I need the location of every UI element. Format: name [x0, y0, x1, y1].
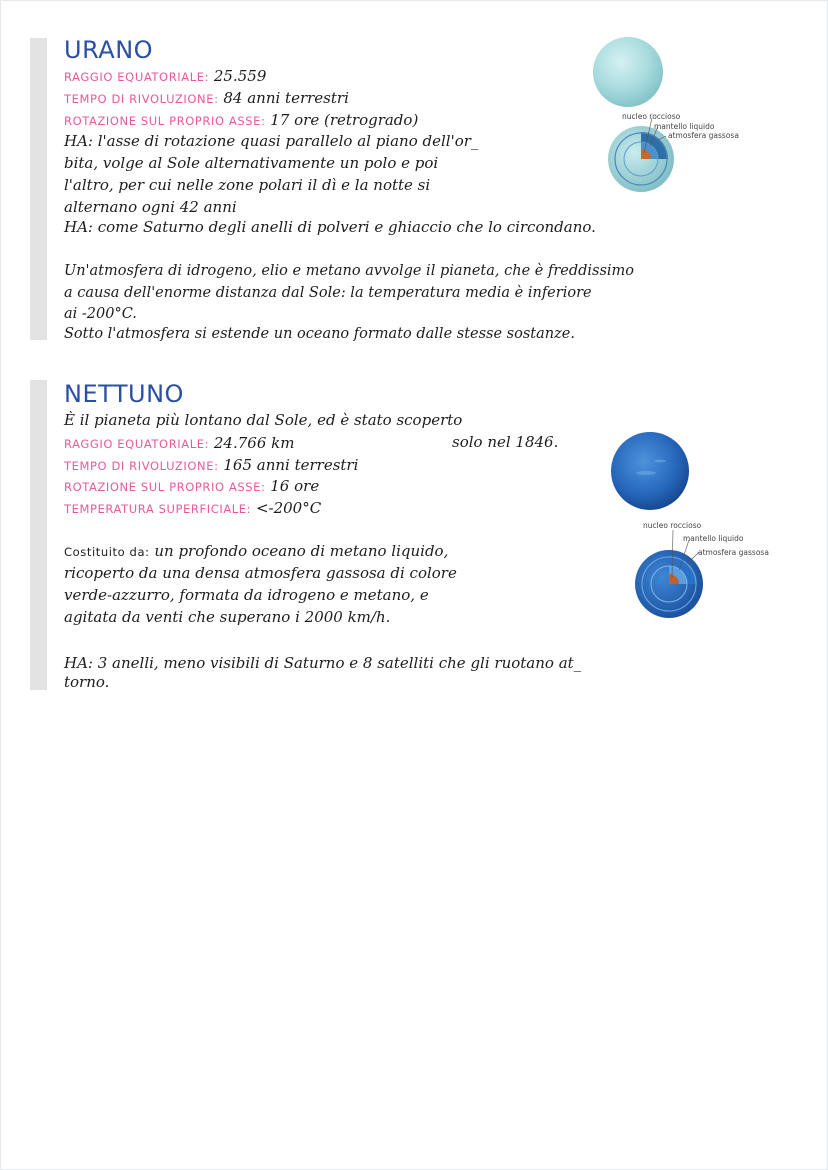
nettuno-temperatura-label: TEMPERATURA SUPERFICIALE:	[64, 502, 252, 516]
nettuno-section-bar	[30, 380, 47, 690]
urano-section-bar	[30, 38, 47, 340]
urano-para2-line2: a causa dell'enorme distanza dal Sole: la temperatura media è inferiore	[64, 285, 592, 301]
nettuno-rotazione-value: 16 ore	[270, 477, 320, 495]
urano-rivoluzione-label: TEMPO DI RIVOLUZIONE:	[64, 92, 219, 106]
nettuno-intro-line1: È il pianeta più lontano dal Sole, ed è stato scoperto	[64, 411, 463, 429]
urano-rivoluzione-value: 84 anni terrestri	[223, 89, 349, 107]
nettuno-temperatura	[64, 499, 321, 518]
nettuno-raggio-label: RAGGIO EQUATORIALE:	[64, 437, 210, 451]
urano-rotazione	[64, 111, 418, 130]
nettuno-costituito-line4: agitata da venti che superano i 2000 km/h.	[64, 608, 391, 626]
nettuno-raggio	[64, 434, 294, 453]
urano-para2-line1: Un'atmosfera di idrogeno, elio e metano avvolge il pianeta, che è freddissimo	[64, 263, 635, 279]
nettuno-rotazione	[64, 477, 319, 496]
nettuno-title: NETTUNO	[64, 380, 184, 408]
urano-para2-line4: Sotto l'atmosfera si estende un oceano formato dalle stesse sostanze.	[64, 326, 575, 342]
urano-para2-line3: ai -200°C.	[64, 306, 137, 322]
nettuno-raggio-value: 24.766 km	[213, 434, 295, 452]
nettuno-rivoluzione-value: 165 anni terrestri	[223, 456, 359, 474]
nettuno-costituito-text: un profondo oceano di metano liquido,	[154, 542, 449, 560]
uranus-label-mantle: mantello liquido	[654, 122, 715, 131]
neptune-planet-image	[610, 431, 690, 511]
uranus-cutaway-diagram	[606, 124, 676, 194]
urano-rotazione-label: ROTAZIONE SUL PROPRIO ASSE:	[64, 114, 266, 128]
nettuno-rotazione-label: ROTAZIONE SUL PROPRIO ASSE:	[64, 480, 266, 494]
nettuno-rivoluzione-label: TEMPO DI RIVOLUZIONE:	[64, 459, 219, 473]
uranus-label-atmo: atmosfera gassosa	[668, 131, 739, 140]
urano-para1-line1: HA: l'asse di rotazione quasi parallelo al piano dell'or_	[64, 132, 479, 150]
urano-title: URANO	[64, 36, 154, 64]
nettuno-intro-line2: solo nel 1846.	[452, 433, 559, 451]
nettuno-costituito-line2: ricoperto da una densa atmosfera gassosa di colore	[64, 564, 457, 582]
nettuno-costituito-line3: verde-azzurro, formata da idrogeno e metano, e	[64, 586, 429, 604]
urano-para1-line2: bita, volge al Sole alternativamente un polo e poi	[64, 154, 439, 172]
nettuno-ha-line2: torno.	[64, 673, 110, 691]
uranus-planet-image	[592, 36, 664, 108]
urano-rotazione-value: 17 ore (retrogrado)	[270, 111, 419, 129]
neptune-cutaway-diagram	[633, 548, 705, 620]
urano-raggio-label: RAGGIO EQUATORIALE:	[64, 70, 210, 84]
urano-raggio-value: 25.559	[213, 67, 267, 85]
neptune-label-atmo: atmosfera gassosa	[698, 548, 769, 557]
urano-rivoluzione	[64, 89, 349, 108]
urano-para1-line4: alternano ogni 42 anni	[64, 198, 237, 216]
uranus-label-core: nucleo roccioso	[622, 112, 681, 121]
neptune-label-core: nucleo roccioso	[643, 521, 702, 530]
nettuno-ha-line1: HA: 3 anelli, meno visibili di Saturno e 8 satelliti che gli ruotano at_	[64, 654, 582, 672]
nettuno-costituito-line1	[64, 542, 448, 561]
urano-raggio	[64, 67, 266, 86]
nettuno-temperatura-value: <-200°C	[255, 499, 322, 517]
urano-para1-line3: l'altro, per cui nelle zone polari il dì e la notte si	[64, 176, 431, 194]
urano-para1-line5: HA: come Saturno degli anelli di polveri e ghiaccio che lo circondano.	[64, 218, 596, 236]
nettuno-costituito-label: Costituito da:	[64, 545, 150, 559]
nettuno-rivoluzione	[64, 456, 358, 475]
neptune-label-mantle: mantello liquido	[683, 534, 744, 543]
